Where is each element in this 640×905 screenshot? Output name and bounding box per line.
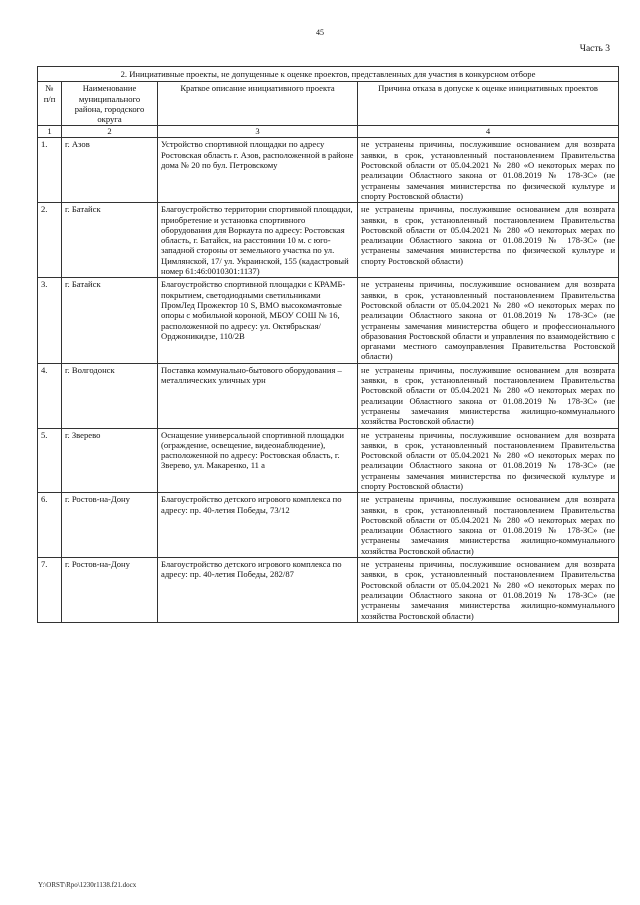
row-num: 7. (38, 558, 62, 623)
header-reason: Причина отказа в допуске к оценке инициативных проектов (358, 82, 619, 126)
column-number: 2 (62, 126, 158, 138)
row-reason: не устранены причины, послужившие основанием для возврата заявки, в срок, установленный постановлением Правительства Ростовской области от 05.04.2021 № 280 «О некоторых мерах по реализации Областного закона от 01.08.2019 № 178-ЗС» (не устранены замечания министерства жилищно-коммунального хозяйства Ростовской области) (358, 558, 619, 623)
column-number: 3 (158, 126, 358, 138)
header-district: Наименование муниципального района, городского округа (62, 82, 158, 126)
column-numbers-row (38, 126, 619, 138)
row-reason: не устранены причины, послужившие основанием для возврата заявки, в срок, установленный постановлением Правительства Ростовской области от 05.04.2021 № 280 «О некоторых мерах по реализации Областного закона от 01.08.2019 № 178-ЗС» (не устранены замечания министерства по физической культуре и спорту Ростовской области) (358, 203, 619, 278)
row-description: Благоустройство детского игрового комплекса по адресу: пр. 40-летия Победы, 282/87 (158, 558, 358, 623)
row-reason: не устранены причины, послужившие основанием для возврата заявки, в срок, установленный постановлением Правительства Ростовской области от 05.04.2021 № 280 «О некоторых мерах по реализации Областного закона от 01.08.2019 № 178-ЗС» (не устранены замечания министерства жилищно-коммунального хозяйства Ростовской области) (358, 363, 619, 428)
row-num: 3. (38, 278, 62, 363)
row-description: Благоустройство детского игрового комплекса по адресу: пр. 40-летия Победы, 73/12 (158, 493, 358, 558)
part-label: Часть 3 (579, 44, 610, 54)
row-district: г. Зверево (62, 428, 158, 493)
row-num: 6. (38, 493, 62, 558)
table-row (38, 493, 619, 558)
row-num: 1. (38, 138, 62, 203)
row-num: 2. (38, 203, 62, 278)
row-description: Оснащение универсальной спортивной площадки (ограждение, освещение, видеонаблюдение), расположенной по адресу: Ростовская область, г. Зверево, ул. Макаренко, 11 а (158, 428, 358, 493)
row-num: 5. (38, 428, 62, 493)
row-reason: не устранены причины, послужившие основанием для возврата заявки, в срок, установленный постановлением Правительства Ростовской области от 05.04.2021 № 280 «О некоторых мерах по реализации Областного закона от 01.08.2019 № 178-ЗС» (не устранены замечания министерства по физической культуре и спорту Ростовской области) (358, 138, 619, 203)
row-description: Устройство спортивной площадки по адресу Ростовская область г. Азов, расположенной в районе дома № 20 по бул. Петровскому (158, 138, 358, 203)
row-description: Поставка коммунально-бытового оборудования – металлических уличных урн (158, 363, 358, 428)
table-row (38, 278, 619, 363)
page-number: 45 (316, 28, 324, 37)
row-reason: не устранены причины, послужившие основанием для возврата заявки, в срок, установленный постановлением Правительства Ростовской области от 05.04.2021 № 280 «О некоторых мерах по реализации Областного закона от 01.08.2019 № 178-ЗС» (не устранены замечания министерства по физической культуре и спорту Ростовской области) (358, 428, 619, 493)
table-row (38, 203, 619, 278)
row-description: Благоустройство территории спортивной площадки, приобретение и установка спортивного оборудования для Воркаута по адресу: Ростовская область, г. Батайск, на расстоянии 10 м. с юго-западной стороны от земельного участка по ул. Цимлянской, 17/ ул. Украинской, 155 (кадастровый номер 61:46:0010301:1137) (158, 203, 358, 278)
row-description: Благоустройство спортивной площадки с КРАМБ-покрытием, светодиодными светильниками ПромЛед Прожектор 10 S, ВМО высокомачтовые опоры с мобильной короной, МБОУ СОШ № 16, расположенной по адресу: ул. Октябрьская/Орджоникидзе, 110/2В (158, 278, 358, 363)
table-row (38, 138, 619, 203)
projects-table (37, 66, 619, 623)
table-row (38, 428, 619, 493)
header-description: Краткое описание инициативного проекта (158, 82, 358, 126)
row-reason: не устранены причины, послужившие основанием для возврата заявки, в срок, установленный постановлением Правительства Ростовской области от 05.04.2021 № 280 «О некоторых мерах по реализации Областного закона от 01.08.2019 № 178-ЗС» (не устранены замечания министерства общего и профессионального образования Ростовской области и управления по взаимодействию с органами местного самоуправления Правительства Ростовской области) (358, 278, 619, 363)
footer-file-path: Y:\ORST\Rpo\1230r1138.f21.docx (38, 881, 137, 889)
header-row (38, 82, 619, 126)
row-district: г. Волгодонск (62, 363, 158, 428)
column-number: 4 (358, 126, 619, 138)
table-row (38, 363, 619, 428)
column-number: 1 (38, 126, 62, 138)
table-row (38, 558, 619, 623)
row-district: г. Батайск (62, 203, 158, 278)
row-district: г. Батайск (62, 278, 158, 363)
header-num: № п/п (38, 82, 62, 126)
row-district: г. Ростов-на-Дону (62, 558, 158, 623)
section-title: 2. Инициативные проекты, не допущенные к оценке проектов, представленных для участия в конкурсном отборе (38, 67, 619, 82)
row-reason: не устранены причины, послужившие основанием для возврата заявки, в срок, установленный постановлением Правительства Ростовской области от 05.04.2021 № 280 «О некоторых мерах по реализации Областного закона от 01.08.2019 № 178-ЗС» (не устранены замечания министерства жилищно-коммунального хозяйства Ростовской области) (358, 493, 619, 558)
row-district: г. Ростов-на-Дону (62, 493, 158, 558)
row-num: 4. (38, 363, 62, 428)
row-district: г. Азов (62, 138, 158, 203)
